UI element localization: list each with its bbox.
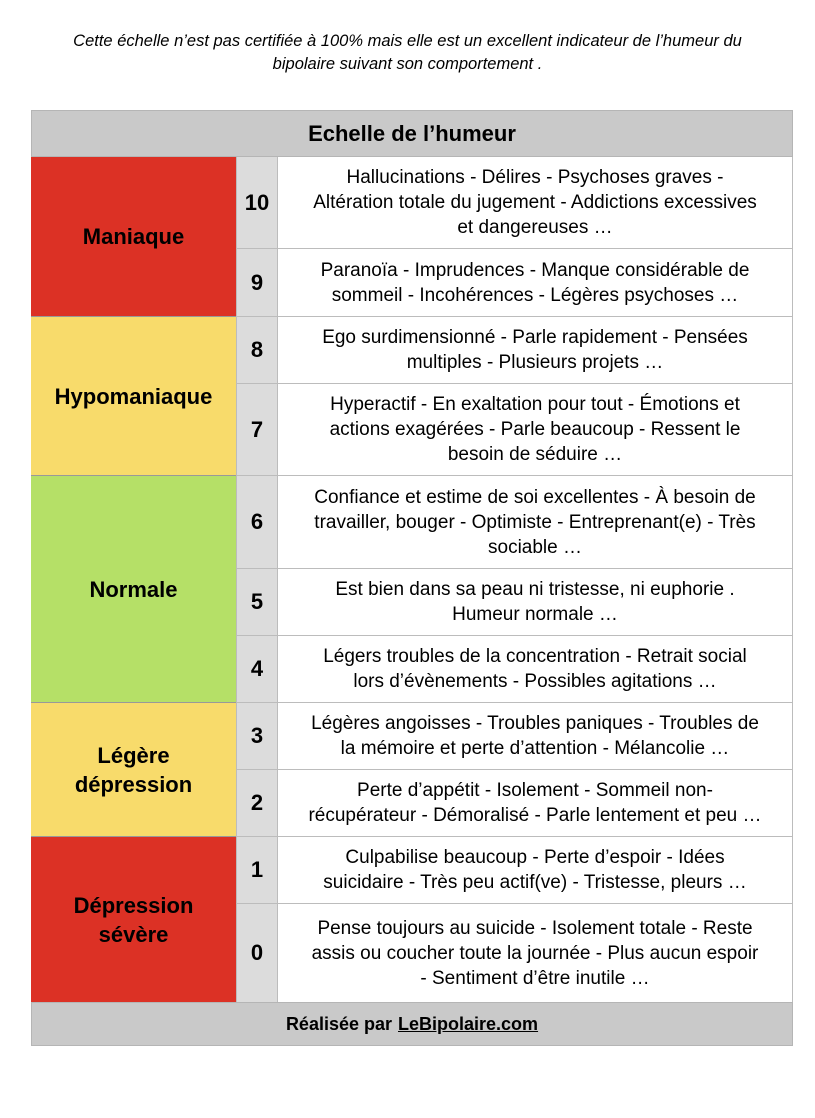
scale-grid: [31, 157, 793, 1002]
category-label-line-1: Légère: [97, 742, 170, 768]
description-line: Culpabilise beaucoup - Perte d’espoir - Idées: [345, 847, 725, 868]
scale-description: [277, 569, 793, 636]
scale-description: [277, 249, 793, 317]
description-line: Perte d’appétit - Isolement - Sommeil non-: [357, 780, 713, 801]
table-title: Echelle de l’humeur: [31, 110, 793, 157]
description-line: Confiance et estime de soi excellentes - À besoin de: [314, 486, 756, 508]
footer-prefix: Réalisée par: [285, 1013, 393, 1034]
description-line: sociable …: [488, 536, 582, 558]
scale-number: 9: [236, 249, 277, 317]
scale-number: 0: [236, 904, 277, 1002]
description-line: sommeil - Incohérences - Légères psychoses …: [331, 284, 739, 306]
scale-description: [277, 636, 793, 703]
description-line: Légers troubles de la concentration - Retrait social: [323, 646, 747, 667]
category-label: Hypomaniaque: [54, 383, 213, 409]
description-line: besoin de séduire …: [447, 444, 623, 465]
scale-number: 1: [236, 837, 277, 904]
description-line: et dangereuses …: [457, 217, 613, 238]
description-line: Altération totale du jugement - Addictions excessives: [313, 192, 757, 213]
scale-number: 4: [236, 636, 277, 703]
description-line: lors d’évènements - Possibles agitations …: [353, 671, 717, 692]
scale-number: 3: [236, 703, 277, 770]
footer-site-link[interactable]: LeBipolaire.com: [398, 1013, 539, 1034]
category-hypomaniaque: [31, 317, 236, 476]
description-line: multiples - Plusieurs projets …: [406, 352, 664, 373]
scale-number: 7: [236, 384, 277, 476]
category-label: Maniaque: [82, 224, 185, 249]
description-line: - Sentiment d’être inutile …: [420, 967, 650, 989]
scale-number: 8: [236, 317, 277, 384]
description-line: Légères angoisses - Troubles paniques - Troubles de: [311, 713, 759, 734]
description-line: assis ou coucher toute la journée - Plus aucun espoir: [311, 942, 759, 964]
category-normale: [31, 476, 236, 703]
description-line: Est bien dans sa peau ni tristesse, ni euphorie .: [335, 579, 735, 600]
description-line: suicidaire - Très peu actif(ve) - Tristesse, pleurs …: [323, 872, 747, 893]
scale-number: 10: [236, 157, 277, 249]
scale-description: [277, 157, 793, 249]
table-footer: [31, 1002, 793, 1046]
mood-scale-table: [31, 110, 793, 1046]
category-label-line-2: sévère: [98, 921, 169, 947]
scale-number: 2: [236, 770, 277, 837]
description-line: récupérateur - Démoralisé - Parle lentement et peu …: [308, 805, 762, 826]
description-line: Pense toujours au suicide - Isolement totale - Reste: [317, 917, 753, 939]
description-line: Humeur normale …: [452, 604, 618, 625]
scale-description: [277, 904, 793, 1002]
scale-description: [277, 770, 793, 837]
description-line: travailler, bouger - Optimiste - Entreprenant(e) - Très: [314, 511, 756, 533]
description-line: actions exagérées - Parle beaucoup - Ressent le: [329, 419, 741, 440]
scale-description: [277, 703, 793, 770]
scale-description: [277, 837, 793, 904]
description-line: Ego surdimensionné - Parle rapidement - Pensées: [322, 327, 748, 348]
description-line: Hyperactif - En exaltation pour tout - Émotions et: [330, 394, 740, 415]
intro-line-2: bipolaire suivant son comportement .: [272, 55, 543, 73]
scale-description: [277, 317, 793, 384]
scale-description: [277, 476, 793, 569]
intro-text: [20, 30, 795, 76]
scale-description: [277, 384, 793, 476]
category-depression-severe: [31, 837, 236, 1002]
intro-line-1: Cette échelle n’est pas certifiée à 100% mais elle est un excellent indicateur de l’humeur du: [73, 32, 742, 50]
category-label: Normale: [89, 576, 178, 602]
description-line: la mémoire et perte d’attention - Mélancolie …: [340, 738, 730, 759]
category-maniaque: [31, 157, 236, 317]
description-line: Paranoïa - Imprudences - Manque considérable de: [320, 259, 750, 281]
category-label-line-2: dépression: [74, 771, 193, 797]
category-label-line-1: Dépression: [73, 892, 194, 918]
description-line: Hallucinations - Délires - Psychoses graves -: [346, 167, 724, 188]
category-legere-depression: [31, 703, 236, 837]
scale-number: 6: [236, 476, 277, 569]
scale-number: 5: [236, 569, 277, 636]
